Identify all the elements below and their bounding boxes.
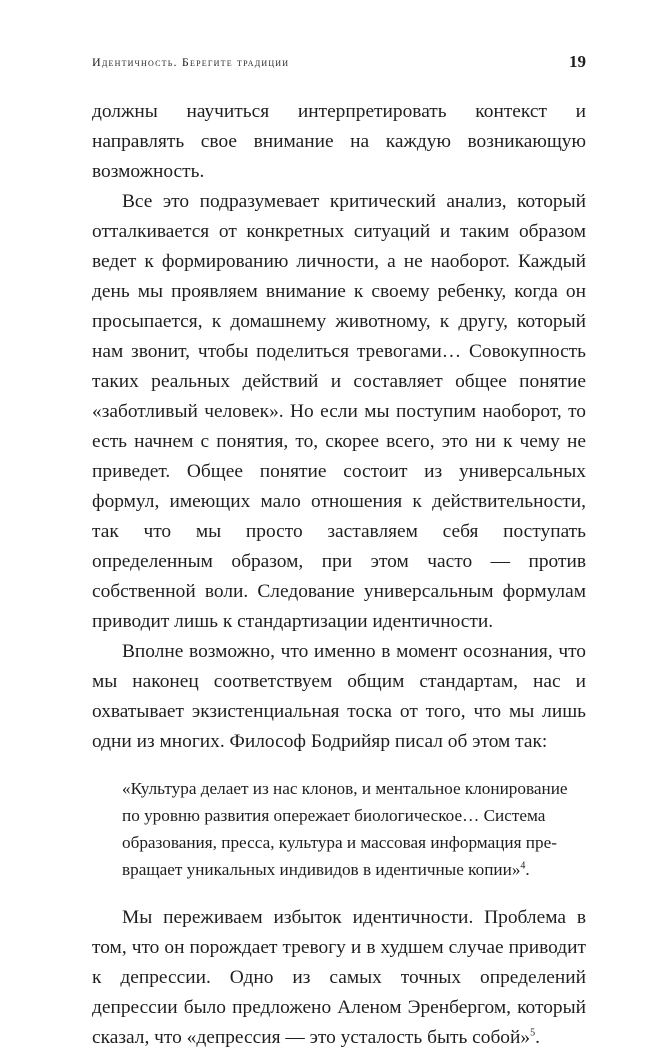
footnote-marker-4: 4 <box>520 860 526 872</box>
paragraph-1: должны научиться интерпретировать контекст и направлять свое внимание на каждую возникающую возможность. <box>92 101 586 182</box>
paragraph-4-text: Мы переживаем избыток идентичности. Проблема в том, что он порождает тревогу и в худшем случае приводит к депрессии. Одно из самых точных определений депрессии было предложено Аленом Эренбергом, который сказал, что «депрессия — это усталость быть собой» <box>92 907 586 1048</box>
block-quote <box>122 775 586 883</box>
page-number: 19 <box>569 52 586 71</box>
paragraph-3: Вполне возможно, что именно в момент осознания, что мы наконец соответствуем общим стандартам, нас и охватывает экзистенциальная тоска от того, что мы лишь одни из многих. Философ Бодрийяр писал об этом так: <box>92 641 586 752</box>
body-text <box>92 97 586 1053</box>
quote-line-3: образования, пресса, культура и массовая информация пре- <box>122 833 557 852</box>
footnote-marker-5: 5 <box>530 1027 536 1039</box>
quote-line-4: вращает уникальных индивидов в идентичные копии»$^4$. <box>122 860 530 879</box>
quote-line-4-text: вращает уникальных индивидов в идентичные копии» <box>122 860 521 879</box>
quote-line-2: по уровню развития опережает биологическое… Система <box>122 806 546 825</box>
paragraph-4: Мы переживаем избыток идентичности. Проблема в том, что он порождает тревогу и в худшем случае приводит к депрессии. Одно из самых точных определений депрессии было предложено Аленом Эренбергом, который сказал, что «депрессия — это усталость быть собой»$^5$. <box>92 907 586 1048</box>
running-title: Идентичность. Берегите традиции <box>92 55 290 69</box>
running-header <box>92 53 586 73</box>
quote-line-1: «Культура делает из нас клонов, и ментальное клонирование <box>122 779 568 798</box>
paragraph-2: Все это подразумевает критический анализ, который отталкивается от конкретных ситуаций и таким образом ведет к формированию личности, а не наоборот. Каждый день мы проявляем внимание к своему ребенку, когда он просыпается, к домашнему животному, к другу, который нам звонит, чтобы поделиться тревогами… Совокупность таких реальных действий и составляет общее понятие «заботливый человек». Но если мы поступим наоборот, то есть начнем с понятия, то, скорее всего, это ни к чему не приведет. Общее понятие состоит из универсальных формул, имеющих мало отношения к действительности, так что мы просто заставляем себя поступать определенным образом, при этом часто — против собственной воли. Следование универсальным формулам приводит лишь к стандартизации идентичности. <box>92 191 586 632</box>
